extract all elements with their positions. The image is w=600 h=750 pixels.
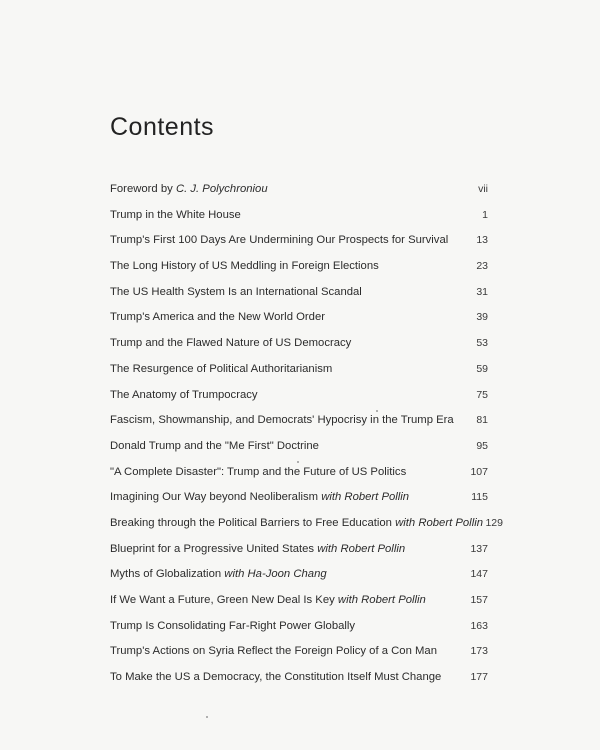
toc-entry-title-text: Trump and the Flawed Nature of US Democracy: [110, 337, 352, 350]
toc-entry-title-text: Trump's America and the New World Order: [110, 311, 325, 324]
toc-entry-title: [110, 566, 327, 582]
toc-entry-author: with Robert Pollin: [317, 542, 406, 555]
toc-entry-page-number: 23: [476, 260, 488, 273]
toc-entry-page-number: 53: [476, 337, 488, 350]
toc-entry-title-text: Foreword by: [110, 183, 176, 195]
toc-entry-page-number: 157: [470, 594, 488, 606]
toc-entry-title-text: To Make the US a Democracy, the Constitution Itself Must Change: [110, 671, 442, 684]
toc-entry-title: [110, 643, 437, 659]
toc-entry-page-number: vii: [478, 183, 488, 195]
toc-entry-title-text: The Anatomy of Trumpocracy: [110, 388, 258, 401]
toc-entry-page-number: 13: [476, 234, 488, 247]
toc-entry: [110, 618, 488, 644]
toc-entry-title: [110, 438, 319, 454]
toc-entry-title: [110, 412, 454, 428]
print-speck: [376, 410, 378, 412]
toc-entry-title: [110, 515, 483, 531]
toc-entry-title: [110, 541, 405, 557]
table-of-contents: [110, 181, 503, 695]
toc-entry-page-number: 95: [476, 439, 488, 452]
toc-entry: [110, 387, 488, 413]
toc-entry-title: [110, 592, 426, 608]
toc-entry-title-text: The US Health System Is an International Scandal: [110, 285, 362, 298]
toc-entry: [110, 335, 488, 361]
toc-entry-page-number: 163: [470, 619, 488, 632]
toc-entry-title: [110, 258, 379, 274]
toc-entry-author: with Robert Pollin: [321, 491, 410, 504]
toc-entry: [110, 284, 488, 310]
toc-entry-title-text: Trump's Actions on Syria Reflect the Foreign Policy of a Con Man: [110, 645, 437, 658]
toc-entry-title-text: The Resurgence of Political Authoritarianism: [110, 362, 333, 375]
toc-entry-title: [110, 361, 332, 377]
toc-entry-title-text: Donald Trump and the "Me First" Doctrine: [110, 439, 319, 452]
toc-entry-title-text: The Long History of US Meddling in Foreign Elections: [110, 260, 379, 273]
toc-entry-title-text: Blueprint for a Progressive United States: [110, 542, 318, 555]
contents-heading: Contents: [110, 113, 215, 141]
toc-entry-title: [110, 181, 268, 197]
toc-entry: [110, 566, 488, 592]
toc-entry-author: C. J. Polychroniou: [175, 183, 268, 195]
toc-entry: [110, 541, 488, 567]
toc-entry-page-number: 115: [471, 491, 488, 504]
toc-entry: [110, 232, 488, 258]
toc-entry-page-number: 173: [470, 645, 488, 658]
toc-entry-author: with Robert Pollin: [337, 594, 426, 606]
toc-entry-title: [110, 618, 355, 634]
toc-entry: [110, 669, 488, 695]
toc-entry-page-number: 177: [470, 671, 488, 684]
toc-entry: [110, 489, 488, 515]
toc-entry-author: with Robert Pollin: [395, 516, 483, 529]
toc-entry-title-text: Fascism, Showmanship, and Democrats' Hypocrisy in the Trump Era: [110, 414, 454, 427]
toc-entry-title: [110, 387, 258, 403]
toc-entry: [110, 515, 503, 541]
toc-entry-page-number: 81: [476, 414, 488, 427]
toc-entry: [110, 258, 488, 284]
toc-entry-page-number: 75: [476, 388, 488, 401]
toc-entry-title-text: Imagining Our Way beyond Neoliberalism: [110, 491, 322, 504]
toc-entry-page-number: 129: [485, 516, 503, 529]
toc-entry-title-text: Trump in the White House: [110, 208, 241, 221]
toc-entry-title: [110, 207, 241, 223]
print-speck: [206, 716, 208, 718]
toc-entry: [110, 361, 488, 387]
toc-entry-page-number: 147: [470, 568, 488, 581]
toc-entry-author: with Ha-Joon Chang: [224, 568, 327, 581]
toc-entry-title-text: If We Want a Future, Green New Deal Is Key: [110, 594, 338, 606]
toc-entry: [110, 412, 488, 438]
toc-entry-page-number: 59: [476, 362, 488, 375]
toc-entry-page-number: 1: [482, 208, 488, 221]
toc-entry-title: [110, 489, 409, 505]
toc-entry-title: [110, 232, 448, 248]
toc-entry-page-number: 39: [476, 311, 488, 324]
toc-entry-page-number: 31: [476, 285, 488, 298]
toc-entry-title-text: Trump Is Consolidating Far-Right Power Globally: [110, 619, 356, 632]
toc-entry-page-number: 137: [470, 542, 488, 555]
toc-entry: [110, 464, 488, 490]
toc-entry: [110, 643, 488, 669]
toc-entry-title: [110, 335, 351, 351]
toc-entry-title-text: Myths of Globalization: [110, 568, 225, 581]
toc-entry: [110, 207, 488, 233]
toc-entry: [110, 438, 488, 464]
print-speck: [297, 461, 299, 463]
toc-entry-title: [110, 284, 362, 300]
toc-entry-title: [110, 464, 406, 480]
toc-entry: [110, 181, 488, 207]
toc-entry: [110, 309, 488, 335]
toc-entry-page-number: 107: [470, 465, 488, 478]
toc-entry-title: [110, 669, 441, 685]
toc-entry-title-text: "A Complete Disaster": Trump and the Future of US Politics: [110, 465, 407, 478]
toc-entry-title-text: Trump's First 100 Days Are Undermining Our Prospects for Survival: [110, 234, 449, 247]
toc-entry-title-text: Breaking through the Political Barriers to Free Education: [110, 516, 396, 529]
toc-entry-title: [110, 309, 325, 325]
toc-entry: [110, 592, 488, 618]
